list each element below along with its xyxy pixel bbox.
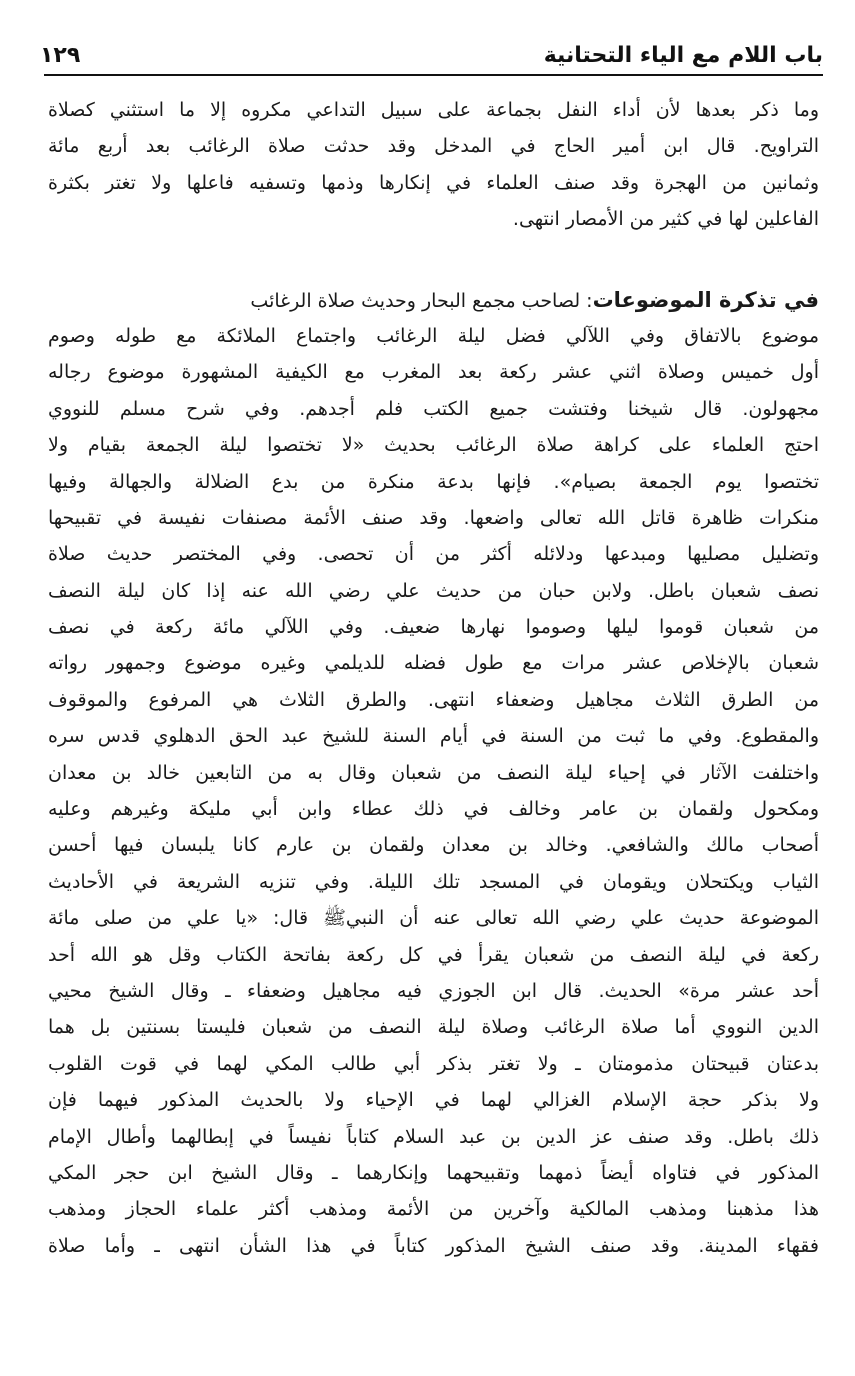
text-line-first — [48, 282, 819, 318]
text-line: الفاعلين لها في كثير من الأمصار انتهى. — [512, 208, 819, 231]
text-line: منكرات ظاهرة قاتل الله تعالى واضعها. وقد صنف الأئمة مصنفات نفيسة في تقبيحها — [48, 506, 819, 529]
paragraph-1 — [48, 92, 819, 238]
text-line: مجهولون. قال شيخنا وفتشت جميع الكتب فلم أجدهم. وفي شرح مسلم للنووي — [48, 397, 819, 420]
text-line: وتضليل مصليها ومبدعها ودلائله أكثر من أن تحصى. وفي المختصر حديث صلاة — [48, 543, 819, 566]
text-line: ذلك باطل. وقد صنف عز الدين بن عبد السلام كتاباً نفيساً في إبطالهما وأطال الإمام — [48, 1125, 819, 1148]
header-rule — [44, 74, 823, 76]
text-line: أول خميس وصلاة اثني عشر ركعة بعد المغرب مع الكيفية المشهورة موضوع رجاله — [48, 361, 819, 384]
text-line: التراويح. قال ابن أمير الحاج في المدخل وقد حدثت صلاة الرغائب بعد أربع مائة — [48, 135, 819, 158]
text-line: موضوع بالاتفاق وفي اللآلي فضل ليلة الرغائب واجتماع الملائكة مع طوله وصوم — [48, 324, 819, 347]
text-line: وثمانين من الهجرة وقد صنف العلماء في إنكارها وذمها وتسفيه فاعلها ولا تغتر بكثرة — [48, 171, 819, 194]
text-line: احتج العلماء على كراهة صلاة الرغائب بحديث «لا تختصوا ليلة الجمعة بقيام ولا — [48, 434, 819, 457]
text-line: أحد عشر مرة» الحديث. قال ابن الجوزي فيه مجاهيل وضعفاء ـ وقال الشيخ محيي — [48, 979, 819, 1002]
text-line: المذكور في فتاواه أيضاً ذمهما وتقبيحهما وإنكارهما ـ وقال الشيخ ابن حجر المكي — [48, 1161, 819, 1184]
text-line: من شعبان قوموا ليلها وصوموا نهارها ضعيف. وفي اللآلي مائة ركعة في نصف — [48, 616, 819, 639]
text-line: ولا بذكر حجة الإسلام الغزالي لهما في الإحياء ولا بالحديث المذكور فيهما فإن — [48, 1089, 819, 1112]
text-line: وما ذكر بعدها لأن أداء النفل بجماعة على سبيل التداعي مكروه إلا ما استثني كصلاة — [48, 99, 819, 121]
text-line: الثياب ويكتحلان ويقومان في المسجد تلك الليلة. وفي تنزيه الشريعة في الأحاديث — [48, 870, 819, 893]
text-line: تختصوا يوم الجمعة بصيام». فإنها بدعة منكرة من بدع الضلالة والجهالة وفيها — [48, 470, 819, 493]
text-line: الموضوعة حديث علي رضي الله تعالى عنه أن النبيﷺ قال: «يا علي من صلى مائة — [48, 907, 819, 930]
text-line: ركعة في ليلة النصف من شعبان يقرأ في كل ركعة بفاتحة الكتاب وقل هو الله أحد — [48, 943, 819, 966]
text-line: من الطرق الثلاث مجاهيل وضعفاء انتهى. والطرق الثلاث هي المرفوع والموقوف — [48, 688, 819, 711]
text-line: فقهاء المدينة. وقد صنف الشيخ المذكور كتاباً في هذا الشأن انتهى ـ وأما صلاة — [48, 1234, 819, 1257]
paragraph-2 — [48, 282, 819, 1265]
running-head: باب اللام مع الياء التحتانية — [543, 43, 823, 68]
text-line: بدعتان قبيحتان مذمومتان ـ ولا تغتر بذكر أبي طالب المكي لهما في قوت القلوب — [48, 1052, 819, 1075]
body-text — [48, 92, 819, 1264]
text-line: واختلفت الآثار في إحياء ليلة النصف من شعبان وقال به من التابعين خالد بن معدان — [48, 761, 819, 784]
text-line: الدين النووي أما صلاة الرغائب وصلاة ليلة النصف من شعبان فليستا بسنتين بل هما — [48, 1016, 819, 1039]
first-line-rest: : لصاحب مجمع البحار وحديث صلاة الرغائب — [250, 289, 593, 312]
text-line: شعبان بالإخلاص عشر مرات مع طول فضله للديلمي وغيره موضوع وجمهور رواته — [48, 652, 819, 675]
text-line: أصحاب مالك والشافعي. وخالد بن معدان ولقمان بن عارم كانا يلبسان فيها أحسن — [48, 834, 819, 857]
text-line: والمقطوع. وفي ما ثبت من السنة في أيام السنة للشيخ عبد الحق الدهلوي قدس سره — [48, 725, 819, 748]
text-line: ومكحول ولقمان بن عامر وخالف في ذلك عطاء وابن أبي مليكة وغيرهم وعليه — [48, 798, 819, 821]
paragraph-gap — [48, 238, 819, 282]
text-line: نصف شعبان باطل. ولابن حبان من حديث علي رضي الله عنه إذا كان ليلة النصف — [48, 579, 819, 602]
section-lead: في تذكرة الموضوعات — [592, 287, 819, 312]
page-header — [40, 26, 823, 70]
page-number: ١٢٩ — [40, 43, 81, 68]
text-line: هذا مذهبنا ومذهب المالكية وآخرين من الأئمة ومذهب أكثر علماء الحجاز ومذهب — [48, 1198, 819, 1221]
